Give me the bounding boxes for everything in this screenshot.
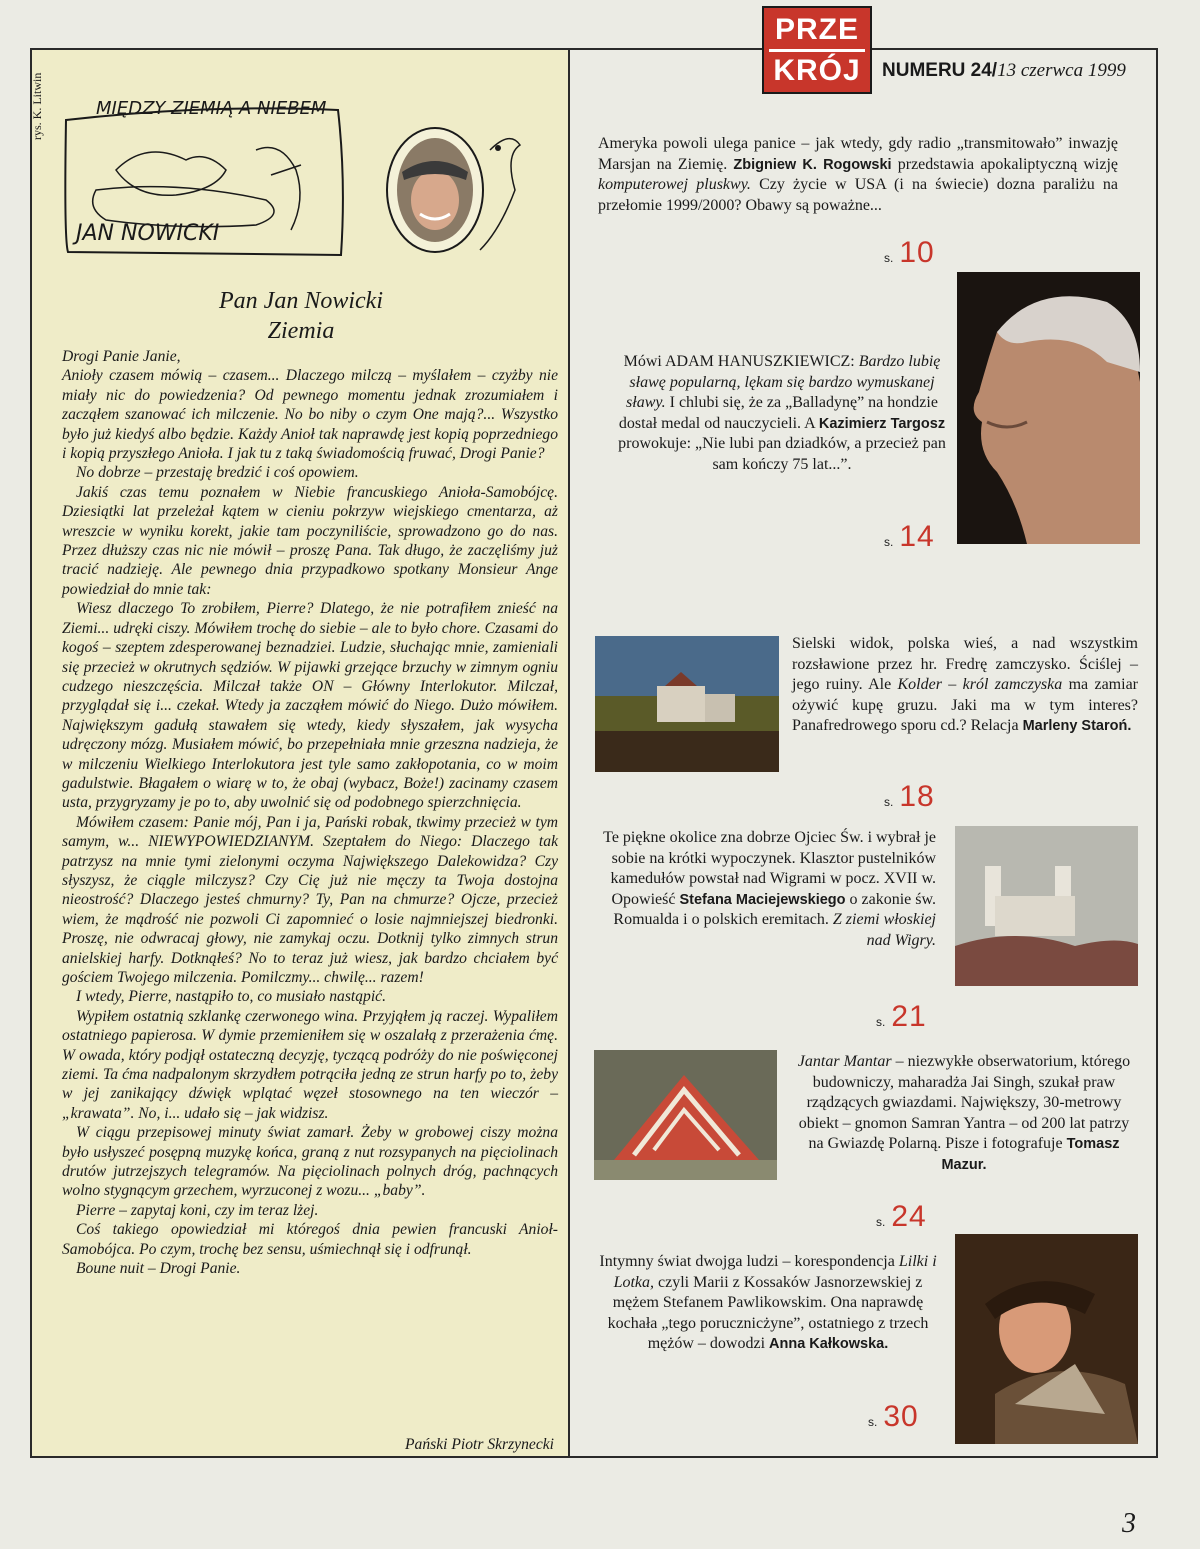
letter-title-line1: Pan Jan Nowicki xyxy=(219,288,383,314)
letter-paragraph: Wiesz dlaczego To zrobiłem, Pierre? Dlatego, że nie potrafiłem znieść na Ziemi... udręki ciszy. Mówiłem trochę do siebie – ale to było chore. Czasami do kogoś – szeptem zdesperowanej beznadziei. Ludzie, słuchając mnie, zamieniali się przecież w okrutnych sędziów. W pijawki grzejące brzuchy w zimnym ogniu cudzego nieszczęścia. Milczał także ON – Główny Interlokutor. Milczał, przyglądał się i... czekał. Wtedy ja zacząłem mówić do Niego. Dużo mówiłem. Największym gadułą stawałem się wtedy, kiedy słyszałem, jak wysycha udręczony mózg. Musiałem mówić, bo przepełniała mnie grzeszna nadzieja, że w milczeniu Wielkiego Interlokutora jest tyle samo zakłopotania, co w moim gadulstwie. Błagałem o wiarę w to, że obaj (wybacz, Boże!) zacinamy czasem usta, przygryzamy je po to, aby uwolnić się od podobnego spierzchnięcia. xyxy=(62,600,558,812)
page-ref-4[interactable]: s. 21 xyxy=(876,1000,927,1033)
sketch-caption: MIĘDZY ZIEMIĄ A NIEBEM xyxy=(96,98,327,119)
letter-paragraph: Mówiłem czasem: Panie mój, Pan i ja, Pański robak, tkwimy przecież w tym samym, w... NIEWYPOWIEDZIANYM. Szeptałem do Niego: Dlaczego tak patrzysz na mnie tymi zielonymi oczyma Największego Dalekowidza? Czy słyszysz, że ciągle milczysz? Czy Cię już nie męczy ta Twoja dostojna nieostrość? Dlaczego jesteś chmurny? Ty, Pan na chmurze? Ojcze, przecież wiem, że mądrość nie pozwoli Ci zapomnieć o losie najmniejszej biedronki. Proszę, nie odwracaj głowy, nie zamykaj oczu. Dotknij tylko zimnych strun anielskiej harfy. Dotknąłeś? No to teraz już wiesz, jak bardzo chciałem być gościem Twojego milczenia. Pomilczmy... chwilę... razem! xyxy=(62,813,558,986)
letter-paragraph: Drogi Panie Janie, xyxy=(62,348,181,365)
przekroj-logo xyxy=(762,6,872,94)
sketch-name: JAN NOWICKI xyxy=(76,221,220,246)
page-ref-3[interactable]: s. 18 xyxy=(884,780,935,813)
author-name: Tomasz Mazur. xyxy=(941,1136,1120,1173)
letter-paragraph: Boune nuit – Drogi Panie. xyxy=(76,1260,241,1278)
angel-sketch-illustration xyxy=(56,80,356,260)
page-ref-5[interactable]: s. 24 xyxy=(876,1200,927,1233)
logo-bottom-text: KRÓJ xyxy=(773,53,861,87)
castle-photo xyxy=(595,636,779,772)
article-teaser-4[interactable]: Te piękne okolice zna dobrze Ojciec Św. i wybrał je sobie na krótki wypoczynek. Klasztor pustelników kamedułów powstał nad Wigrami w pocz. XVII w. Opowieść Stefana Maciejewskiego o zakonie św. Romualda i o polskich eremitach. Z ziemi włoskiej nad Wigry. xyxy=(603,829,936,949)
issue-line xyxy=(882,60,1126,82)
author-name: Stefana Maciejewskiego xyxy=(679,891,846,908)
logo-divider xyxy=(769,49,865,52)
page-ref-number: 21 xyxy=(891,1000,927,1033)
portrait-medallion xyxy=(380,110,530,265)
letter-paragraph: No dobrze – przestaję bredzić i coś opowiem. xyxy=(76,464,359,482)
letter-paragraph: Anioły czasem mówią – czasem... Dlaczego milczą – myślałem – czyżby nie miały nic do powiedzenia? Od pewnego momentu jednak zrozumiałem i zacząłem szanować ich milczenie. No bo niby o czym One mają?... Wszystko było już kiedyś albo będzie. Każdy Anioł tak naprawdę jest kopią poprzedniego i kopią przyszłego Anioła. I jak tu z taką świadomością fruwać, Drogi Panie? xyxy=(62,367,558,463)
portrait-painting xyxy=(955,1234,1138,1444)
logo-top-text: PRZE xyxy=(774,12,859,46)
jantar-mantar-photo xyxy=(594,1050,777,1180)
letter-paragraph: Pierre – zapytaj koni, czy im teraz lżej. xyxy=(76,1201,319,1219)
page-ref-number: 18 xyxy=(899,780,935,813)
hanuszkiewicz-photo xyxy=(957,272,1140,544)
letter-paragraph: Coś takiego opowiedział mi któregoś dnia pewien francuski Anioł-Samobójca. Po czym, trochę bez sensu, uśmiechnął się i odfrunął. xyxy=(62,1221,558,1258)
page-ref-number: 14 xyxy=(899,520,935,553)
page-number: 3 xyxy=(1122,1508,1136,1539)
article-teaser-1[interactable]: Ameryka powoli ulega panice – jak wtedy, gdy radio „transmitowało” inwazję Marsjan na Ziemię. Zbigniew K. Rogowski przedstawia apokaliptyczną wizję komputerowej pluskwy. Czy życie w USA (i na świecie) dozna paraliżu na przełomie 1999/2000? Obawy są poważne... xyxy=(598,135,1118,214)
author-name: Kazimierz Targosz xyxy=(818,415,946,432)
letter-paragraph: Wypiłem ostatnią szklankę czerwonego wina. Przyjąłem ją raczej. Wypaliłem ostatniego papierosa. W dymie przemieniłem się w oszalałą z przerażenia ćmę. W owada, który podjął ostateczną decyzję, tyczącą podróży do nie poświęconej ziemi. Ta ćma nadpalonym skrzydłem potrąciła jedną ze strun harfy po to, żeby w jej zanikający dźwięk wplątać węzeł stosownego na ten wieczór – „krawata”. No, i... udało się – jak widzisz. xyxy=(62,1007,558,1122)
page-ref-1[interactable]: s. 10 xyxy=(884,236,935,269)
issue-date: 13 czerwca 1999 xyxy=(997,60,1126,81)
page-ref-number: 10 xyxy=(899,236,935,269)
letter-signature: Pański Piotr Skrzynecki xyxy=(405,1436,554,1453)
page-ref-number: 30 xyxy=(883,1400,919,1433)
letter-body xyxy=(62,347,558,1279)
page-ref-number: 24 xyxy=(891,1200,927,1233)
article-teaser-3[interactable]: Sielski widok, polska wieś, a nad wszystkim rozsławione przez hr. Fredrę zamczysko. Ściślej – jego ruiny. Ale Kolder – król zamczyska ma zamiar ożywić kupę gruzu. Jaki ma w tym interes? Panafredrowego sporu cd.? Relacja Marleny Staroń. xyxy=(792,635,1138,734)
letter-title-line2: Ziemia xyxy=(267,318,335,344)
page-ref-2[interactable]: s. 14 xyxy=(884,520,935,553)
article-teaser-6[interactable]: Intymny świat dwojga ludzi – korespondencja Lilki i Lotka, czyli Marii z Kossaków Jasnorzewskiej z mężem Stefanem Pawlikowskim. Ona naprawdę kochała „tego porucznicżyne”, ostatniego z trzech mężów – dowodzi Anna Kałkowska. xyxy=(599,1253,937,1352)
author-name: Marleny Staroń. xyxy=(1022,718,1132,734)
article-teaser-5[interactable]: Jantar Mantar – niezwykłe obserwatorium, którego budowniczy, maharadża Jai Singh, szukał praw rządzących gwiazdami. Największy, 30-metrowy obiekt – gnomon Samran Yantra – od 200 lat patrzy na Gwiazdę Polarną. Pisze i fotografuje Tomasz Mazur. xyxy=(797,1053,1131,1173)
letter-title xyxy=(32,286,570,346)
letter-paragraph: I wtedy, Pierre, nastąpiło to, co musiało nastąpić. xyxy=(76,988,386,1006)
author-name: Zbigniew K. Rogowski xyxy=(733,156,892,173)
letter-paragraph: Jakiś czas temu poznałem w Niebie francuskiego Anioła-Samobójcę. Dziesiątki lat przeleżał kątem w cieniu pokrzyw wiejskiego cmentarza, aż wreszcie w wyniku korekt, jakie tam poczyniliście, sprowadzono go do nas. Przez dłuższy czas nic nie mówił – proszę Pana. Tak długo, że zaczęliśmy już tracić nadzieję. Ale pewnego dnia przypadkowo spotkany Monsieur Ange powiedział do mnie tak: xyxy=(62,483,558,598)
author-name: Anna Kałkowska. xyxy=(769,1336,889,1352)
illustration-credit: rys. K. Litwin xyxy=(30,72,44,140)
monastery-photo xyxy=(955,826,1138,986)
article-teaser-2[interactable]: Mówi ADAM HANUSZKIEWICZ: Bardzo lubię sławę popularną, lękam się bardzo wymuskanej sławy. I chlubi się, że za „Balladynę” na hondzie dostał medal od nauczycieli. A Kazimierz Targosz prowokuje: „Nie lubi pan dziadków, a przecież pan sam kończy 75 lat...”. xyxy=(618,353,946,473)
page-ref-6[interactable]: s. 30 xyxy=(868,1400,919,1433)
letter-paragraph: W ciągu przepisowej minuty świat zamarł. Żeby w grobowej ciszy można było usłyszeć posępną muzykę końca, graną z nut rozsypanych na pięciolinach drutów jutrzejszych telegramów. Na pięciolinach polnych dróg, pachnących wolno stygnącym grzechem, wyrzuconej z wozu... „baby”. xyxy=(62,1124,558,1200)
issue-number: NUMERU 24/ xyxy=(882,60,998,81)
